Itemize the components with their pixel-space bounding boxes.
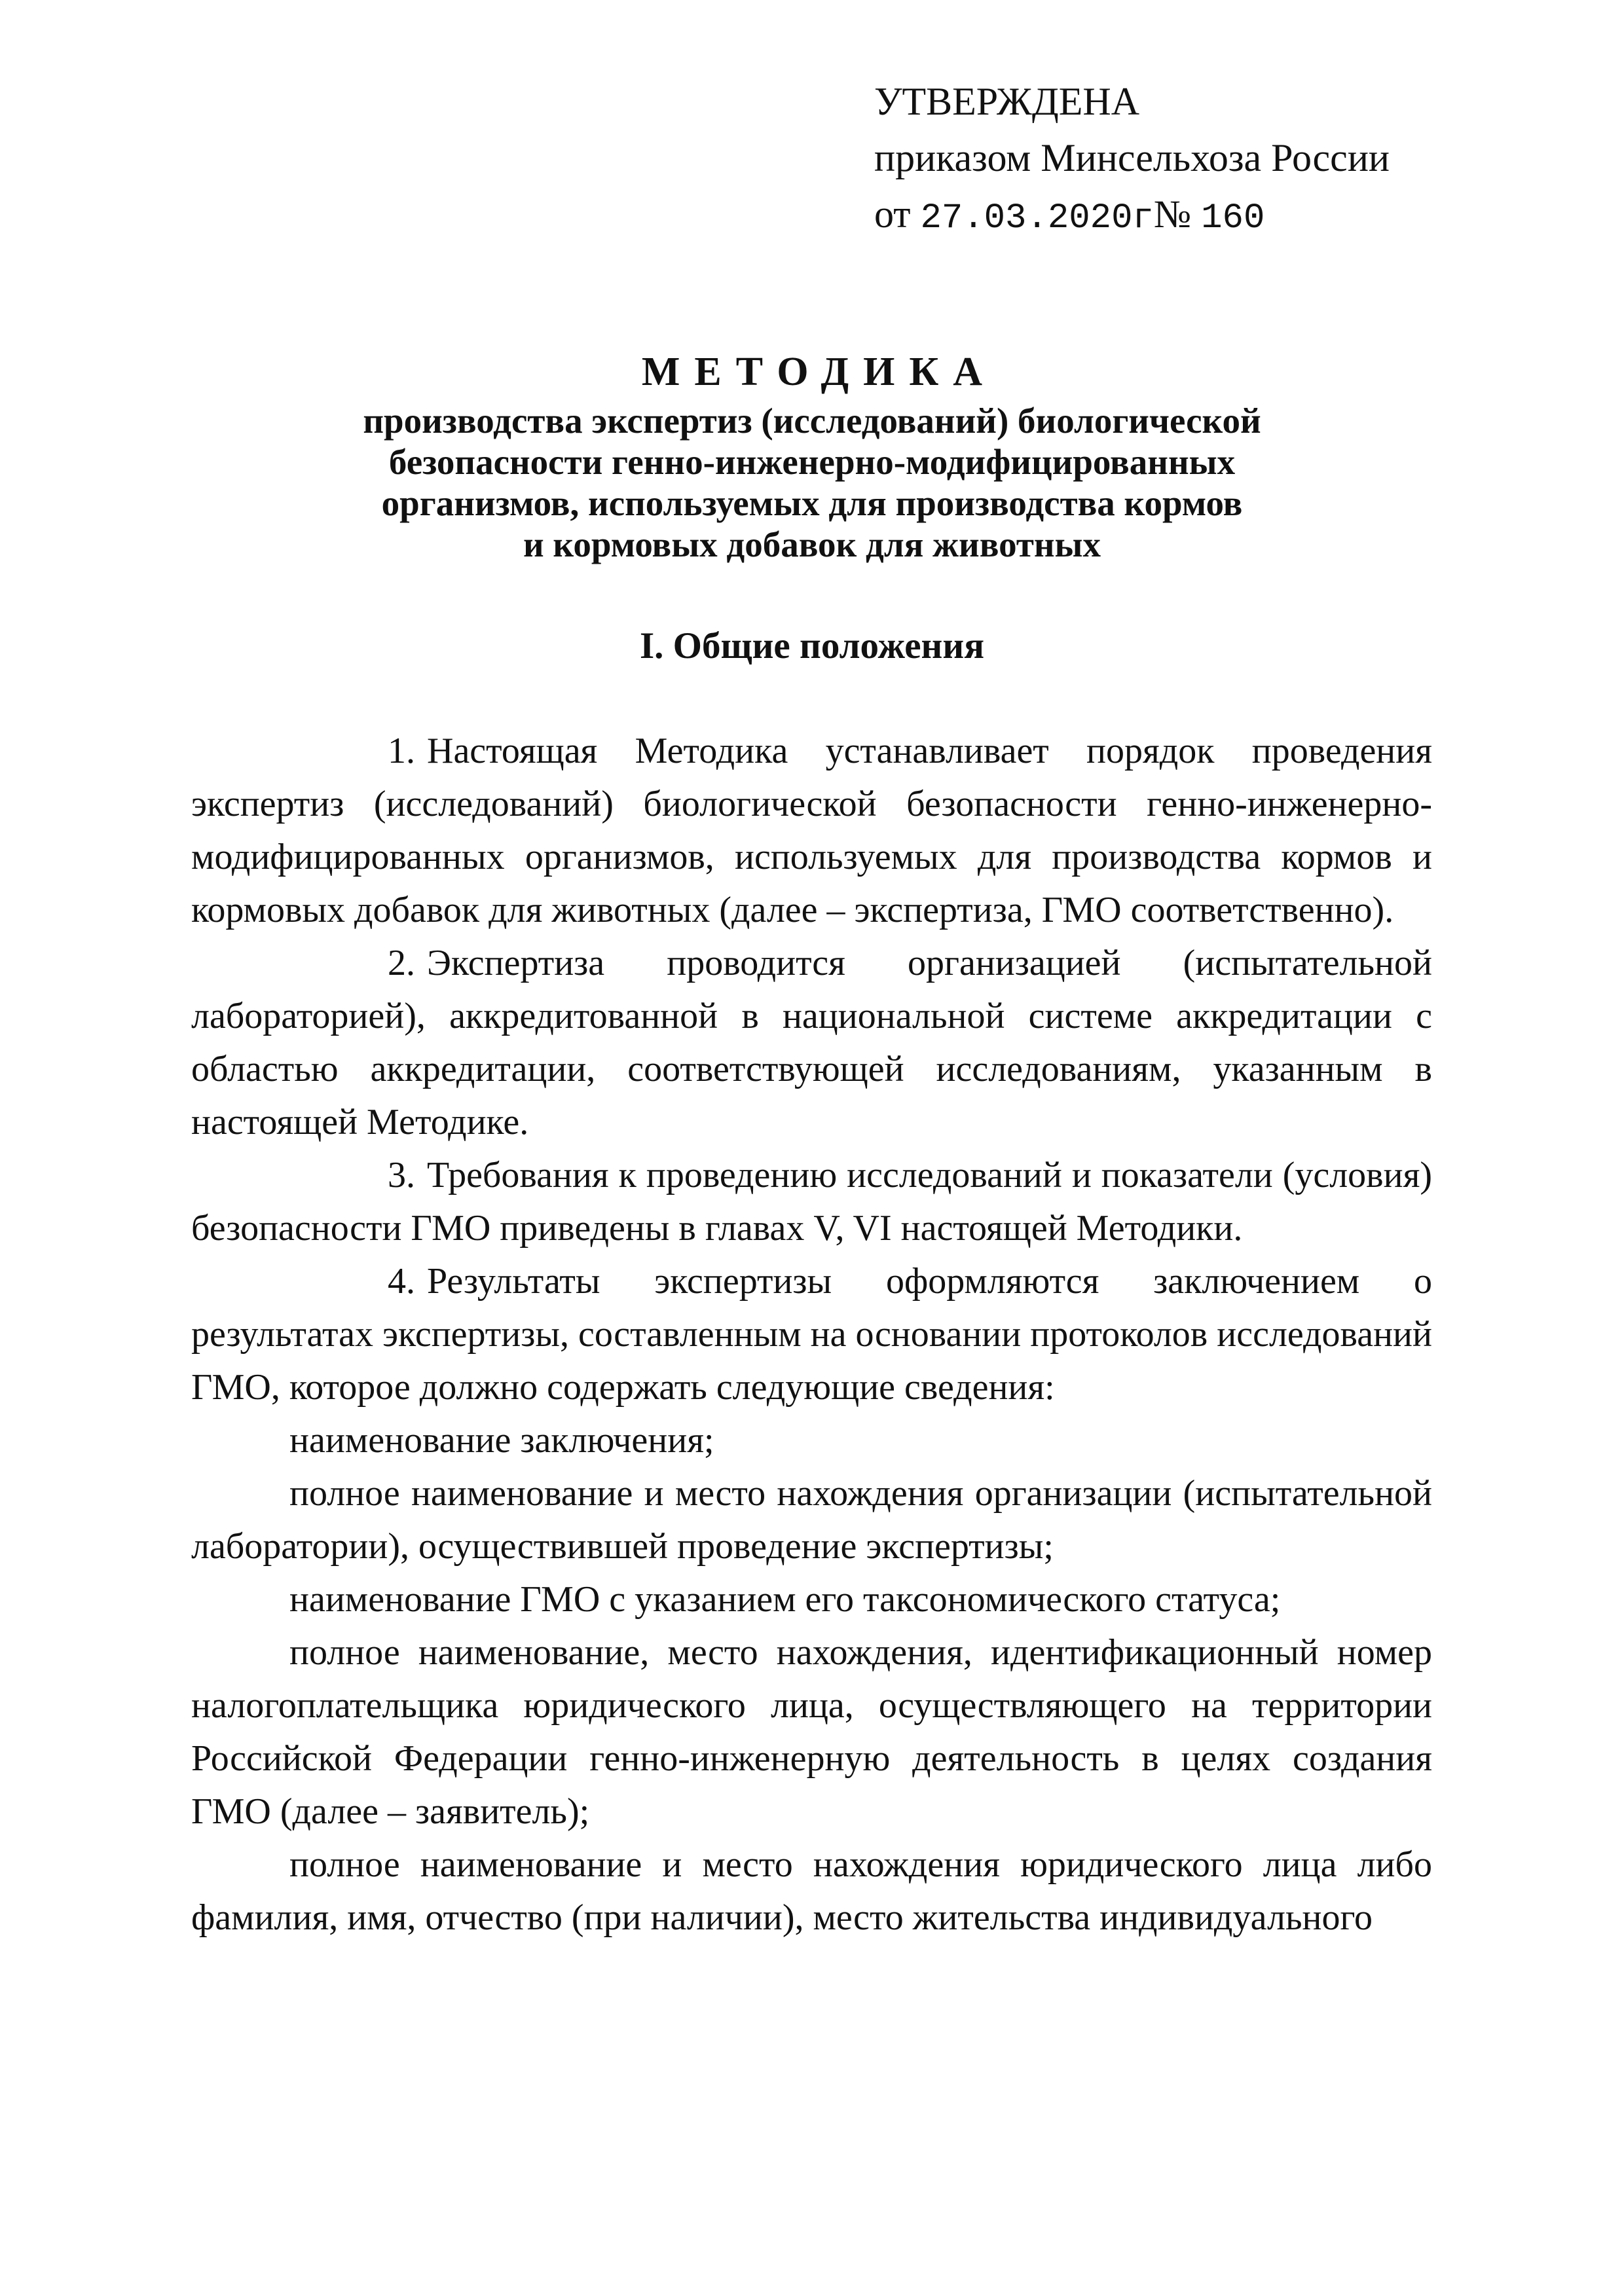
title-subtitle-line: безопасности генно-инженерно-модифицированных	[388, 442, 1236, 482]
paragraph-number: 3.	[388, 1155, 415, 1195]
approval-status: УТВЕРЖДЕНА	[874, 80, 1140, 123]
paragraph	[191, 1255, 1432, 1414]
title-subtitle-line: производства экспертиз (исследований) биологической	[363, 401, 1261, 441]
paragraph-number: 2.	[388, 943, 415, 983]
paragraph-number: 1.	[388, 731, 415, 771]
list-item: полное наименование, место нахождения, идентификационный номер налогоплательщика юридического лица, осуществляющего на территории Российской Федерации генно-инженерную деятельность в целях создания ГМО (далее – заявитель);	[191, 1632, 1432, 1832]
approval-number-prefix: №	[1153, 192, 1192, 236]
document-body	[191, 725, 1432, 1944]
paragraph-text: Результаты экспертизы оформляются заключением о результатах экспертизы, составленным на основании протоколов исследований ГМО, которое должно содержать следующие сведения:	[191, 1261, 1432, 1408]
approval-stamp	[874, 73, 1464, 247]
paragraph	[191, 1149, 1432, 1255]
list-item: наименование заключения;	[289, 1420, 714, 1461]
document-title	[190, 344, 1434, 565]
approval-order-line	[874, 186, 1464, 247]
list-item: наименование ГМО с указанием его таксономического статуса;	[289, 1579, 1281, 1620]
approval-issuer: приказом Минсельхоза России	[874, 136, 1390, 179]
paragraph-text: Настоящая Методика устанавливает порядок проведения экспертиз (исследований) биологической безопасности генно-инженерно-модифицированных организмов, используемых для производства кормов и кормовых добавок для животных (далее – экспертиза, ГМО соответственно).	[191, 731, 1432, 930]
title-main: МЕТОДИКА	[641, 350, 997, 394]
approval-number: 160	[1201, 198, 1265, 238]
title-subtitle-line: организмов, используемых для производства кормов	[381, 483, 1243, 523]
paragraph-text: Требования к проведению исследований и показатели (условия) безопасности ГМО приведены в главах V, VI настоящей Методики.	[191, 1155, 1432, 1248]
list-item: полное наименование и место нахождения юридического лица либо фамилия, имя, отчество (при наличии), место жительства индивидуального	[191, 1844, 1432, 1938]
paragraph-number: 4.	[388, 1261, 415, 1302]
paragraph	[191, 937, 1432, 1149]
paragraph-text: Экспертиза проводится организацией (испытательной лабораторией), аккредитованной в национальной системе аккредитации с областью аккредитации, соответствующей исследованиям, указанным в настоящей Методике.	[191, 943, 1432, 1142]
paragraph	[191, 725, 1432, 937]
list-item: полное наименование и место нахождения организации (испытательной лаборатории), осуществившей проведение экспертизы;	[191, 1473, 1432, 1567]
section-heading: I. Общие положения	[639, 625, 985, 666]
title-subtitle-line: и кормовых добавок для животных	[523, 524, 1101, 564]
approval-date: 27.03.2020г	[920, 198, 1154, 238]
approval-date-prefix: от	[874, 192, 911, 236]
